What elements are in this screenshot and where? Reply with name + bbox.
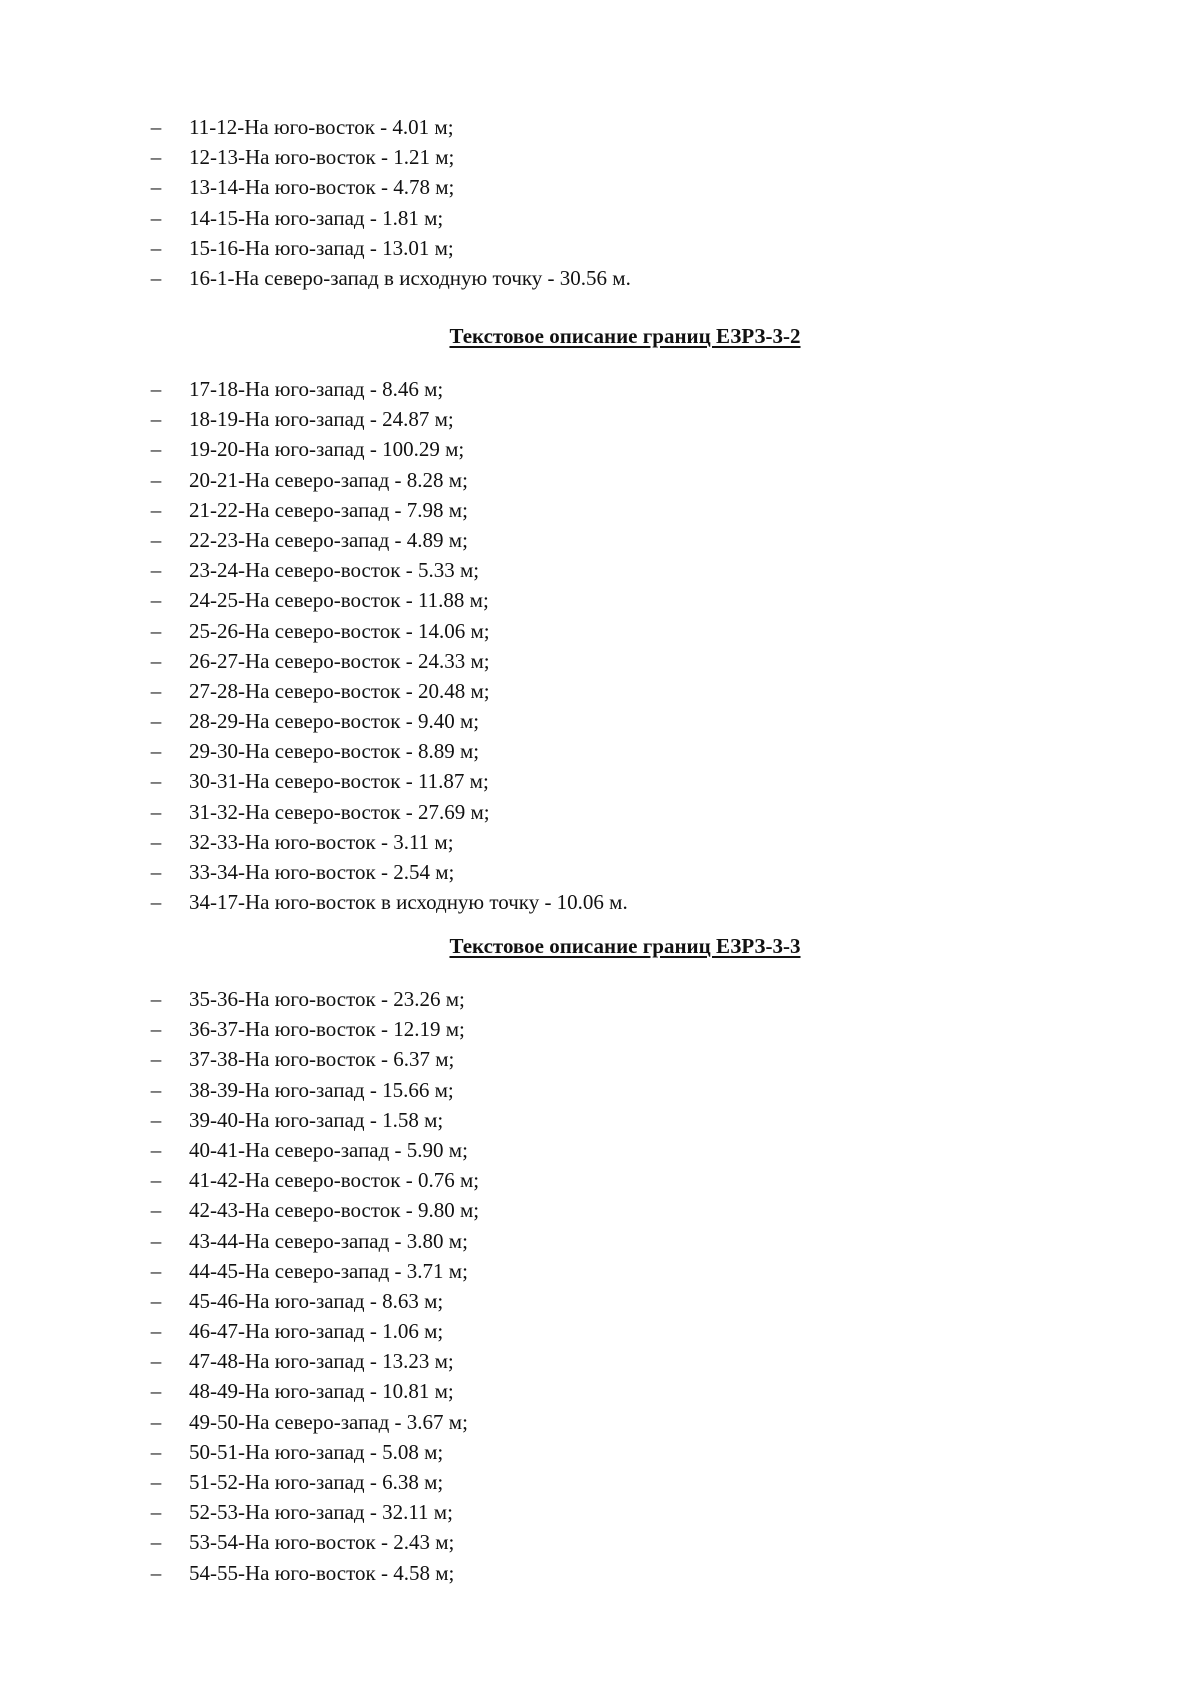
bullet-dash: – bbox=[150, 1137, 162, 1162]
list-item bbox=[0, 797, 1200, 827]
list-item bbox=[0, 525, 1200, 555]
list-item bbox=[0, 887, 1200, 917]
list-item-text: 36-37-На юго-восток - 12.19 м; bbox=[189, 1017, 465, 1042]
list-item bbox=[0, 706, 1200, 736]
list-item-text: 26-27-На северо-восток - 24.33 м; bbox=[189, 648, 490, 673]
list-item-text: 22-23-На северо-запад - 4.89 м; bbox=[189, 527, 468, 552]
list-item bbox=[0, 827, 1200, 857]
list-item-text: 37-38-На юго-восток - 6.37 м; bbox=[189, 1047, 455, 1072]
list-item-text: 29-30-На северо-восток - 8.89 м; bbox=[189, 739, 480, 764]
boundary-list-ezrz-3-2 bbox=[0, 374, 1200, 917]
list-item-text: 47-48-На юго-запад - 13.23 м; bbox=[189, 1349, 454, 1374]
bullet-dash: – bbox=[150, 145, 162, 170]
bullet-dash: – bbox=[150, 769, 162, 794]
list-item bbox=[0, 263, 1200, 293]
bullet-dash: – bbox=[150, 1349, 162, 1374]
bullet-dash: – bbox=[150, 678, 162, 703]
bullet-dash: – bbox=[150, 648, 162, 673]
list-item-text: 18-19-На юго-запад - 24.87 м; bbox=[189, 407, 454, 432]
bullet-dash: – bbox=[150, 618, 162, 643]
list-item-text: 16-1-На северо-запад в исходную точку - 30.56 м. bbox=[189, 265, 631, 290]
list-item-text: 43-44-На северо-запад - 3.80 м; bbox=[189, 1228, 468, 1253]
list-item bbox=[0, 495, 1200, 525]
list-item bbox=[0, 434, 1200, 464]
bullet-dash: – bbox=[150, 407, 162, 432]
list-item-text: 24-25-На северо-восток - 11.88 м; bbox=[189, 588, 489, 613]
list-item bbox=[0, 857, 1200, 887]
list-item-text: 27-28-На северо-восток - 20.48 м; bbox=[189, 678, 490, 703]
bullet-dash: – bbox=[150, 235, 162, 260]
list-item-text: 48-49-На юго-запад - 10.81 м; bbox=[189, 1379, 454, 1404]
list-item bbox=[0, 1527, 1200, 1557]
list-item bbox=[0, 1256, 1200, 1286]
list-item-text: 14-15-На юго-запад - 1.81 м; bbox=[189, 205, 444, 230]
bullet-dash: – bbox=[150, 987, 162, 1011]
bullet-dash: – bbox=[150, 1047, 162, 1072]
list-item bbox=[0, 766, 1200, 796]
bullet-dash: – bbox=[150, 1470, 162, 1494]
list-item-text: 51-52-На юго-запад - 6.38 м; bbox=[189, 1470, 444, 1494]
list-item-text: 11-12-На юго-восток - 4.01 м; bbox=[189, 115, 454, 139]
list-item-text: 46-47-На юго-запад - 1.06 м; bbox=[189, 1319, 444, 1344]
list-item bbox=[0, 1376, 1200, 1406]
list-item-text: 33-34-На юго-восток - 2.54 м; bbox=[189, 860, 455, 884]
list-item bbox=[0, 1467, 1200, 1497]
bullet-dash: – bbox=[150, 1258, 162, 1283]
list-item bbox=[0, 1044, 1200, 1074]
list-item bbox=[0, 555, 1200, 585]
list-item bbox=[0, 1135, 1200, 1165]
list-item bbox=[0, 203, 1200, 233]
list-item bbox=[0, 1195, 1200, 1225]
list-item bbox=[0, 1014, 1200, 1044]
bullet-dash: – bbox=[150, 527, 162, 552]
bullet-dash: – bbox=[150, 265, 162, 290]
list-item-text: 54-55-На юго-восток - 4.58 м; bbox=[189, 1560, 455, 1585]
bullet-dash: – bbox=[150, 497, 162, 522]
bullet-dash: – bbox=[150, 1560, 162, 1585]
list-item-text: 31-32-На северо-восток - 27.69 м; bbox=[189, 799, 490, 824]
list-item-text: 21-22-На северо-запад - 7.98 м; bbox=[189, 497, 468, 522]
list-item bbox=[0, 676, 1200, 706]
list-item bbox=[0, 736, 1200, 766]
list-item-text: 50-51-На юго-запад - 5.08 м; bbox=[189, 1439, 444, 1464]
list-item bbox=[0, 465, 1200, 495]
bullet-dash: – bbox=[150, 1168, 162, 1193]
list-item-text: 25-26-На северо-восток - 14.06 м; bbox=[189, 618, 490, 643]
list-item bbox=[0, 646, 1200, 676]
bullet-dash: – bbox=[150, 377, 162, 401]
list-item-text: 23-24-На северо-восток - 5.33 м; bbox=[189, 558, 480, 583]
bullet-dash: – bbox=[150, 1409, 162, 1434]
list-item-text: 17-18-На юго-запад - 8.46 м; bbox=[189, 377, 444, 401]
list-item-text: 42-43-На северо-восток - 9.80 м; bbox=[189, 1198, 480, 1223]
bullet-dash: – bbox=[150, 1017, 162, 1042]
list-item-text: 32-33-На юго-восток - 3.11 м; bbox=[189, 829, 454, 854]
bullet-dash: – bbox=[150, 1228, 162, 1253]
list-item-text: 53-54-На юго-восток - 2.43 м; bbox=[189, 1530, 455, 1555]
bullet-dash: – bbox=[150, 1379, 162, 1404]
boundary-list-continued bbox=[0, 112, 1200, 293]
list-item bbox=[0, 984, 1200, 1014]
bullet-dash: – bbox=[150, 1107, 162, 1132]
bullet-dash: – bbox=[150, 1198, 162, 1223]
list-item bbox=[0, 1497, 1200, 1527]
section-heading-ezrz-3-3: Текстовое описание границ ЕЗРЗ-3-3 bbox=[449, 934, 801, 958]
bullet-dash: – bbox=[150, 205, 162, 230]
list-item-text: 28-29-На северо-восток - 9.40 м; bbox=[189, 709, 480, 734]
bullet-dash: – bbox=[150, 558, 162, 583]
list-item bbox=[0, 1437, 1200, 1467]
bullet-dash: – bbox=[150, 709, 162, 734]
list-item-text: 15-16-На юго-запад - 13.01 м; bbox=[189, 235, 454, 260]
list-item-text: 45-46-На юго-запад - 8.63 м; bbox=[189, 1288, 444, 1313]
bullet-dash: – bbox=[150, 588, 162, 613]
bullet-dash: – bbox=[150, 115, 162, 139]
bullet-dash: – bbox=[150, 1288, 162, 1313]
list-item-text: 30-31-На северо-восток - 11.87 м; bbox=[189, 769, 489, 794]
bullet-dash: – bbox=[150, 1077, 162, 1102]
list-item bbox=[0, 404, 1200, 434]
list-item-text: 39-40-На юго-запад - 1.58 м; bbox=[189, 1107, 444, 1132]
bullet-dash: – bbox=[150, 437, 162, 462]
list-item bbox=[0, 585, 1200, 615]
list-item bbox=[0, 374, 1200, 404]
list-item-text: 13-14-На юго-восток - 4.78 м; bbox=[189, 175, 455, 200]
list-item-text: 34-17-На юго-восток в исходную точку - 10.06 м. bbox=[189, 890, 628, 915]
bullet-dash: – bbox=[150, 1439, 162, 1464]
list-item-text: 52-53-На юго-запад - 32.11 м; bbox=[189, 1500, 453, 1525]
list-item bbox=[0, 1165, 1200, 1195]
list-item-text: 20-21-На северо-запад - 8.28 м; bbox=[189, 467, 468, 492]
list-item bbox=[0, 1407, 1200, 1437]
list-item bbox=[0, 112, 1200, 142]
list-item bbox=[0, 616, 1200, 646]
list-item bbox=[0, 1316, 1200, 1346]
bullet-dash: – bbox=[150, 799, 162, 824]
bullet-dash: – bbox=[150, 175, 162, 200]
boundary-list-ezrz-3-3 bbox=[0, 984, 1200, 1588]
list-item bbox=[0, 1105, 1200, 1135]
list-item bbox=[0, 1075, 1200, 1105]
bullet-dash: – bbox=[150, 1530, 162, 1555]
list-item-text: 19-20-На юго-запад - 100.29 м; bbox=[189, 437, 465, 462]
bullet-dash: – bbox=[150, 860, 162, 884]
bullet-dash: – bbox=[150, 1500, 162, 1525]
bullet-dash: – bbox=[150, 829, 162, 854]
list-item-text: 41-42-На северо-восток - 0.76 м; bbox=[189, 1168, 480, 1193]
list-item-text: 40-41-На северо-запад - 5.90 м; bbox=[189, 1137, 468, 1162]
list-item bbox=[0, 172, 1200, 202]
list-item bbox=[0, 1226, 1200, 1256]
list-item bbox=[0, 1286, 1200, 1316]
section-heading-ezrz-3-2: Текстовое описание границ ЕЗРЗ-3-2 bbox=[449, 324, 801, 348]
list-item-text: 44-45-На северо-запад - 3.71 м; bbox=[189, 1258, 468, 1283]
list-item bbox=[0, 142, 1200, 172]
bullet-dash: – bbox=[150, 739, 162, 764]
bullet-dash: – bbox=[150, 890, 162, 915]
bullet-dash: – bbox=[150, 467, 162, 492]
list-item bbox=[0, 1558, 1200, 1588]
list-item-text: 38-39-На юго-запад - 15.66 м; bbox=[189, 1077, 454, 1102]
list-item bbox=[0, 1346, 1200, 1376]
bullet-dash: – bbox=[150, 1319, 162, 1344]
list-item-text: 49-50-На северо-запад - 3.67 м; bbox=[189, 1409, 468, 1434]
list-item-text: 12-13-На юго-восток - 1.21 м; bbox=[189, 145, 455, 170]
list-item-text: 35-36-На юго-восток - 23.26 м; bbox=[189, 987, 465, 1011]
list-item bbox=[0, 233, 1200, 263]
